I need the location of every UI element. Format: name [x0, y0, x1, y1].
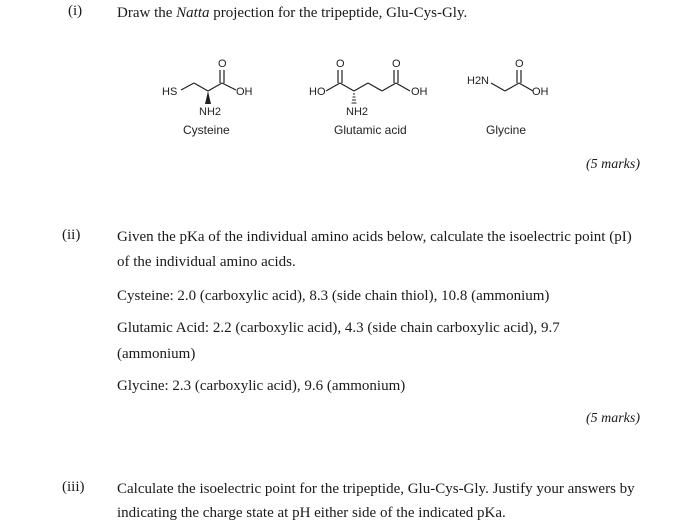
glutamic-acid-label: Glutamic acid [334, 123, 407, 137]
gly-h2n-label: H2N [467, 75, 490, 87]
glycine-pka: Glycine: 2.3 (carboxylic acid), 9.6 (ammonium) [117, 378, 406, 394]
cys-wedge-bond [205, 91, 211, 104]
question-2-number: (ii) [62, 227, 81, 243]
cys-bond-3 [208, 83, 222, 91]
glu-bond-4 [368, 83, 382, 91]
gly-bond-2 [505, 83, 519, 91]
cys-bond-1 [181, 83, 194, 90]
gly-bond-3 [519, 83, 533, 91]
question-1-text-pre: Draw the [117, 5, 177, 21]
glu-bond-2 [340, 83, 354, 91]
glu-bond-1 [326, 83, 340, 91]
cys-o-label: O [218, 58, 227, 70]
glu-bond-5 [382, 83, 396, 91]
glutamic-pka-line-1: Glutamic Acid: 2.2 (carboxylic acid), 4.3 (side chain carboxylic acid), 9.7 [117, 320, 560, 336]
glu-oh-label: OH [411, 86, 428, 98]
cysteine-label: Cysteine [183, 123, 230, 137]
glu-o1-label: O [336, 58, 345, 70]
question-2-marks: (5 marks) [585, 411, 640, 426]
glu-o2-label: O [392, 58, 401, 70]
glu-hash-bond [352, 94, 357, 103]
gly-o-label: O [515, 58, 524, 70]
glu-ho-label: HO [309, 86, 326, 98]
cys-hs-label: HS [162, 86, 178, 98]
gly-bond-1 [491, 83, 505, 91]
glu-nh2-label: NH2 [346, 106, 369, 118]
gly-oh-label: OH [532, 86, 549, 98]
question-3-number: (iii) [62, 479, 85, 495]
question-3-line-1: Calculate the isoelectric point for the tripeptide, Glu-Cys-Gly. Justify your answers by [117, 481, 635, 497]
question-2-line-2: of the individual amino acids. [117, 254, 296, 270]
cys-bond-2 [194, 83, 208, 91]
question-2-line-1: Given the pKa of the individual amino acids below, calculate the isoelectric point (pI) [117, 229, 632, 245]
question-3-line-2: indicating the charge state at pH either side of the indicated pKa. [117, 505, 506, 521]
glu-bond-3 [354, 83, 368, 91]
glu-bond-6 [396, 83, 410, 91]
question-1-marks: (5 marks) [585, 157, 640, 172]
question-1-text-em: Natta [176, 5, 210, 21]
cys-nh2-label: NH2 [199, 106, 222, 118]
question-1-number: (i) [68, 3, 83, 19]
question-1-text-post: projection for the tripeptide, Glu-Cys-Gly. [209, 5, 468, 21]
cysteine-pka: Cysteine: 2.0 (carboxylic acid), 8.3 (side chain thiol), 10.8 (ammonium) [117, 288, 550, 304]
glycine-label: Glycine [486, 123, 527, 137]
cys-oh-label: OH [236, 86, 253, 98]
cys-bond-4 [222, 83, 236, 90]
glutamic-pka-line-2: (ammonium) [117, 346, 196, 362]
